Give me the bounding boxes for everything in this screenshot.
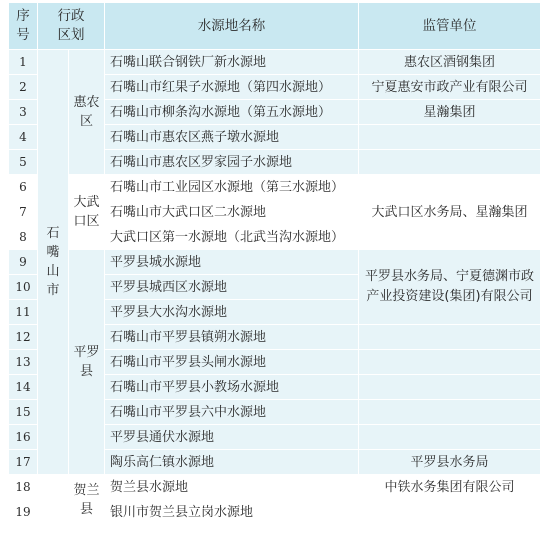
source-name: 大武口区第一水源地（北武当沟水源地）	[105, 225, 359, 250]
row-seq: 11	[9, 300, 38, 325]
row-seq: 17	[9, 450, 38, 475]
district-line: 大武	[73, 195, 100, 210]
supervisor-cell-empty	[359, 425, 541, 450]
district-line: 惠农	[73, 95, 100, 110]
supervisor-cell-empty	[359, 325, 541, 350]
source-name: 石嘴山市平罗县头闸水源地	[105, 350, 359, 375]
district-line: 口区	[73, 214, 100, 229]
supervisor-cell-empty	[359, 500, 541, 525]
table-row	[9, 50, 541, 75]
source-name: 石嘴山市工业园区水源地（第三水源地）	[105, 175, 359, 200]
source-name: 石嘴山联合钢铁厂新水源地	[105, 50, 359, 75]
source-name: 平罗县城水源地	[105, 250, 359, 275]
source-name: 石嘴山市平罗县镇朔水源地	[105, 325, 359, 350]
city-char: 市	[46, 283, 60, 298]
row-seq: 10	[9, 275, 38, 300]
row-seq: 1	[9, 50, 38, 75]
row-seq: 2	[9, 75, 38, 100]
source-name: 石嘴山市惠农区罗家园子水源地	[105, 150, 359, 175]
row-seq: 14	[9, 375, 38, 400]
supervisor-cell-empty	[359, 400, 541, 425]
header-supervisor: 监管单位	[359, 3, 541, 50]
source-name: 陶乐高仁镇水源地	[105, 450, 359, 475]
supervisor-cell: 大武口区水务局、星瀚集团	[359, 175, 541, 250]
supervisor-cell: 星瀚集团	[359, 100, 541, 125]
source-name: 石嘴山市惠农区燕子墩水源地	[105, 125, 359, 150]
header-row	[9, 3, 541, 50]
row-seq: 3	[9, 100, 38, 125]
city-char: 山	[46, 264, 60, 279]
header-seq	[9, 3, 38, 50]
source-name: 平罗县通伏水源地	[105, 425, 359, 450]
supervisor-cell-empty	[359, 125, 541, 150]
source-name: 石嘴山市大武口区二水源地	[105, 200, 359, 225]
row-seq: 7	[9, 200, 38, 225]
row-seq: 8	[9, 225, 38, 250]
district-pingluo	[69, 250, 105, 475]
header-seq-line2: 号	[16, 27, 30, 43]
header-district-line1: 行政	[57, 8, 85, 24]
header-source-name: 水源地名称	[105, 3, 359, 50]
supervisor-cell: 宁夏惠安市政产业有限公司	[359, 75, 541, 100]
table-row	[9, 250, 541, 275]
source-name: 银川市贺兰县立岗水源地	[105, 500, 359, 525]
header-district	[38, 3, 105, 50]
row-seq: 4	[9, 125, 38, 150]
district-line: 区	[79, 114, 93, 129]
supervisor-line: 平罗县水务局、宁夏德渊市政	[364, 269, 534, 284]
water-source-table-container	[8, 2, 540, 525]
row-seq: 6	[9, 175, 38, 200]
row-seq: 18	[9, 475, 38, 500]
supervisor-cell-empty	[359, 150, 541, 175]
table-row	[9, 475, 541, 500]
row-seq: 12	[9, 325, 38, 350]
supervisor-cell: 中铁水务集团有限公司	[359, 475, 541, 500]
row-seq: 15	[9, 400, 38, 425]
supervisor-cell: 平罗县水务局	[359, 450, 541, 475]
source-name: 石嘴山市平罗县六中水源地	[105, 400, 359, 425]
city-char: 石	[46, 226, 60, 241]
city-cell	[38, 50, 69, 475]
district-line: 县	[79, 501, 93, 517]
supervisor-cell-empty	[359, 350, 541, 375]
water-source-table	[8, 2, 541, 525]
supervisor-line: 产业投资建设(集团)有限公司	[366, 289, 533, 304]
table-row	[9, 175, 541, 200]
supervisor-cell	[359, 250, 541, 325]
supervisor-cell-empty	[359, 375, 541, 400]
source-name: 石嘴山市红果子水源地（第四水源地）	[105, 75, 359, 100]
row-seq: 9	[9, 250, 38, 275]
district-helan	[69, 475, 105, 525]
row-seq: 5	[9, 150, 38, 175]
city-char: 嘴	[46, 245, 60, 260]
header-seq-line1: 序	[16, 8, 30, 24]
supervisor-cell: 惠农区酒钢集团	[359, 50, 541, 75]
district-dawukou	[69, 175, 105, 250]
row-seq: 16	[9, 425, 38, 450]
row-seq: 13	[9, 350, 38, 375]
source-name: 石嘴山市平罗县小教场水源地	[105, 375, 359, 400]
district-line: 贺兰	[73, 482, 100, 498]
source-name: 平罗县大水沟水源地	[105, 300, 359, 325]
district-line: 县	[79, 364, 93, 379]
source-name: 贺兰县水源地	[105, 475, 359, 500]
source-name: 石嘴山市柳条沟水源地（第五水源地）	[105, 100, 359, 125]
source-name: 平罗县城西区水源地	[105, 275, 359, 300]
district-line: 平罗	[73, 345, 100, 360]
district-huinong	[69, 50, 105, 175]
city-cell-empty	[38, 475, 69, 525]
header-district-line2: 区划	[57, 27, 85, 43]
row-seq: 19	[9, 500, 38, 525]
